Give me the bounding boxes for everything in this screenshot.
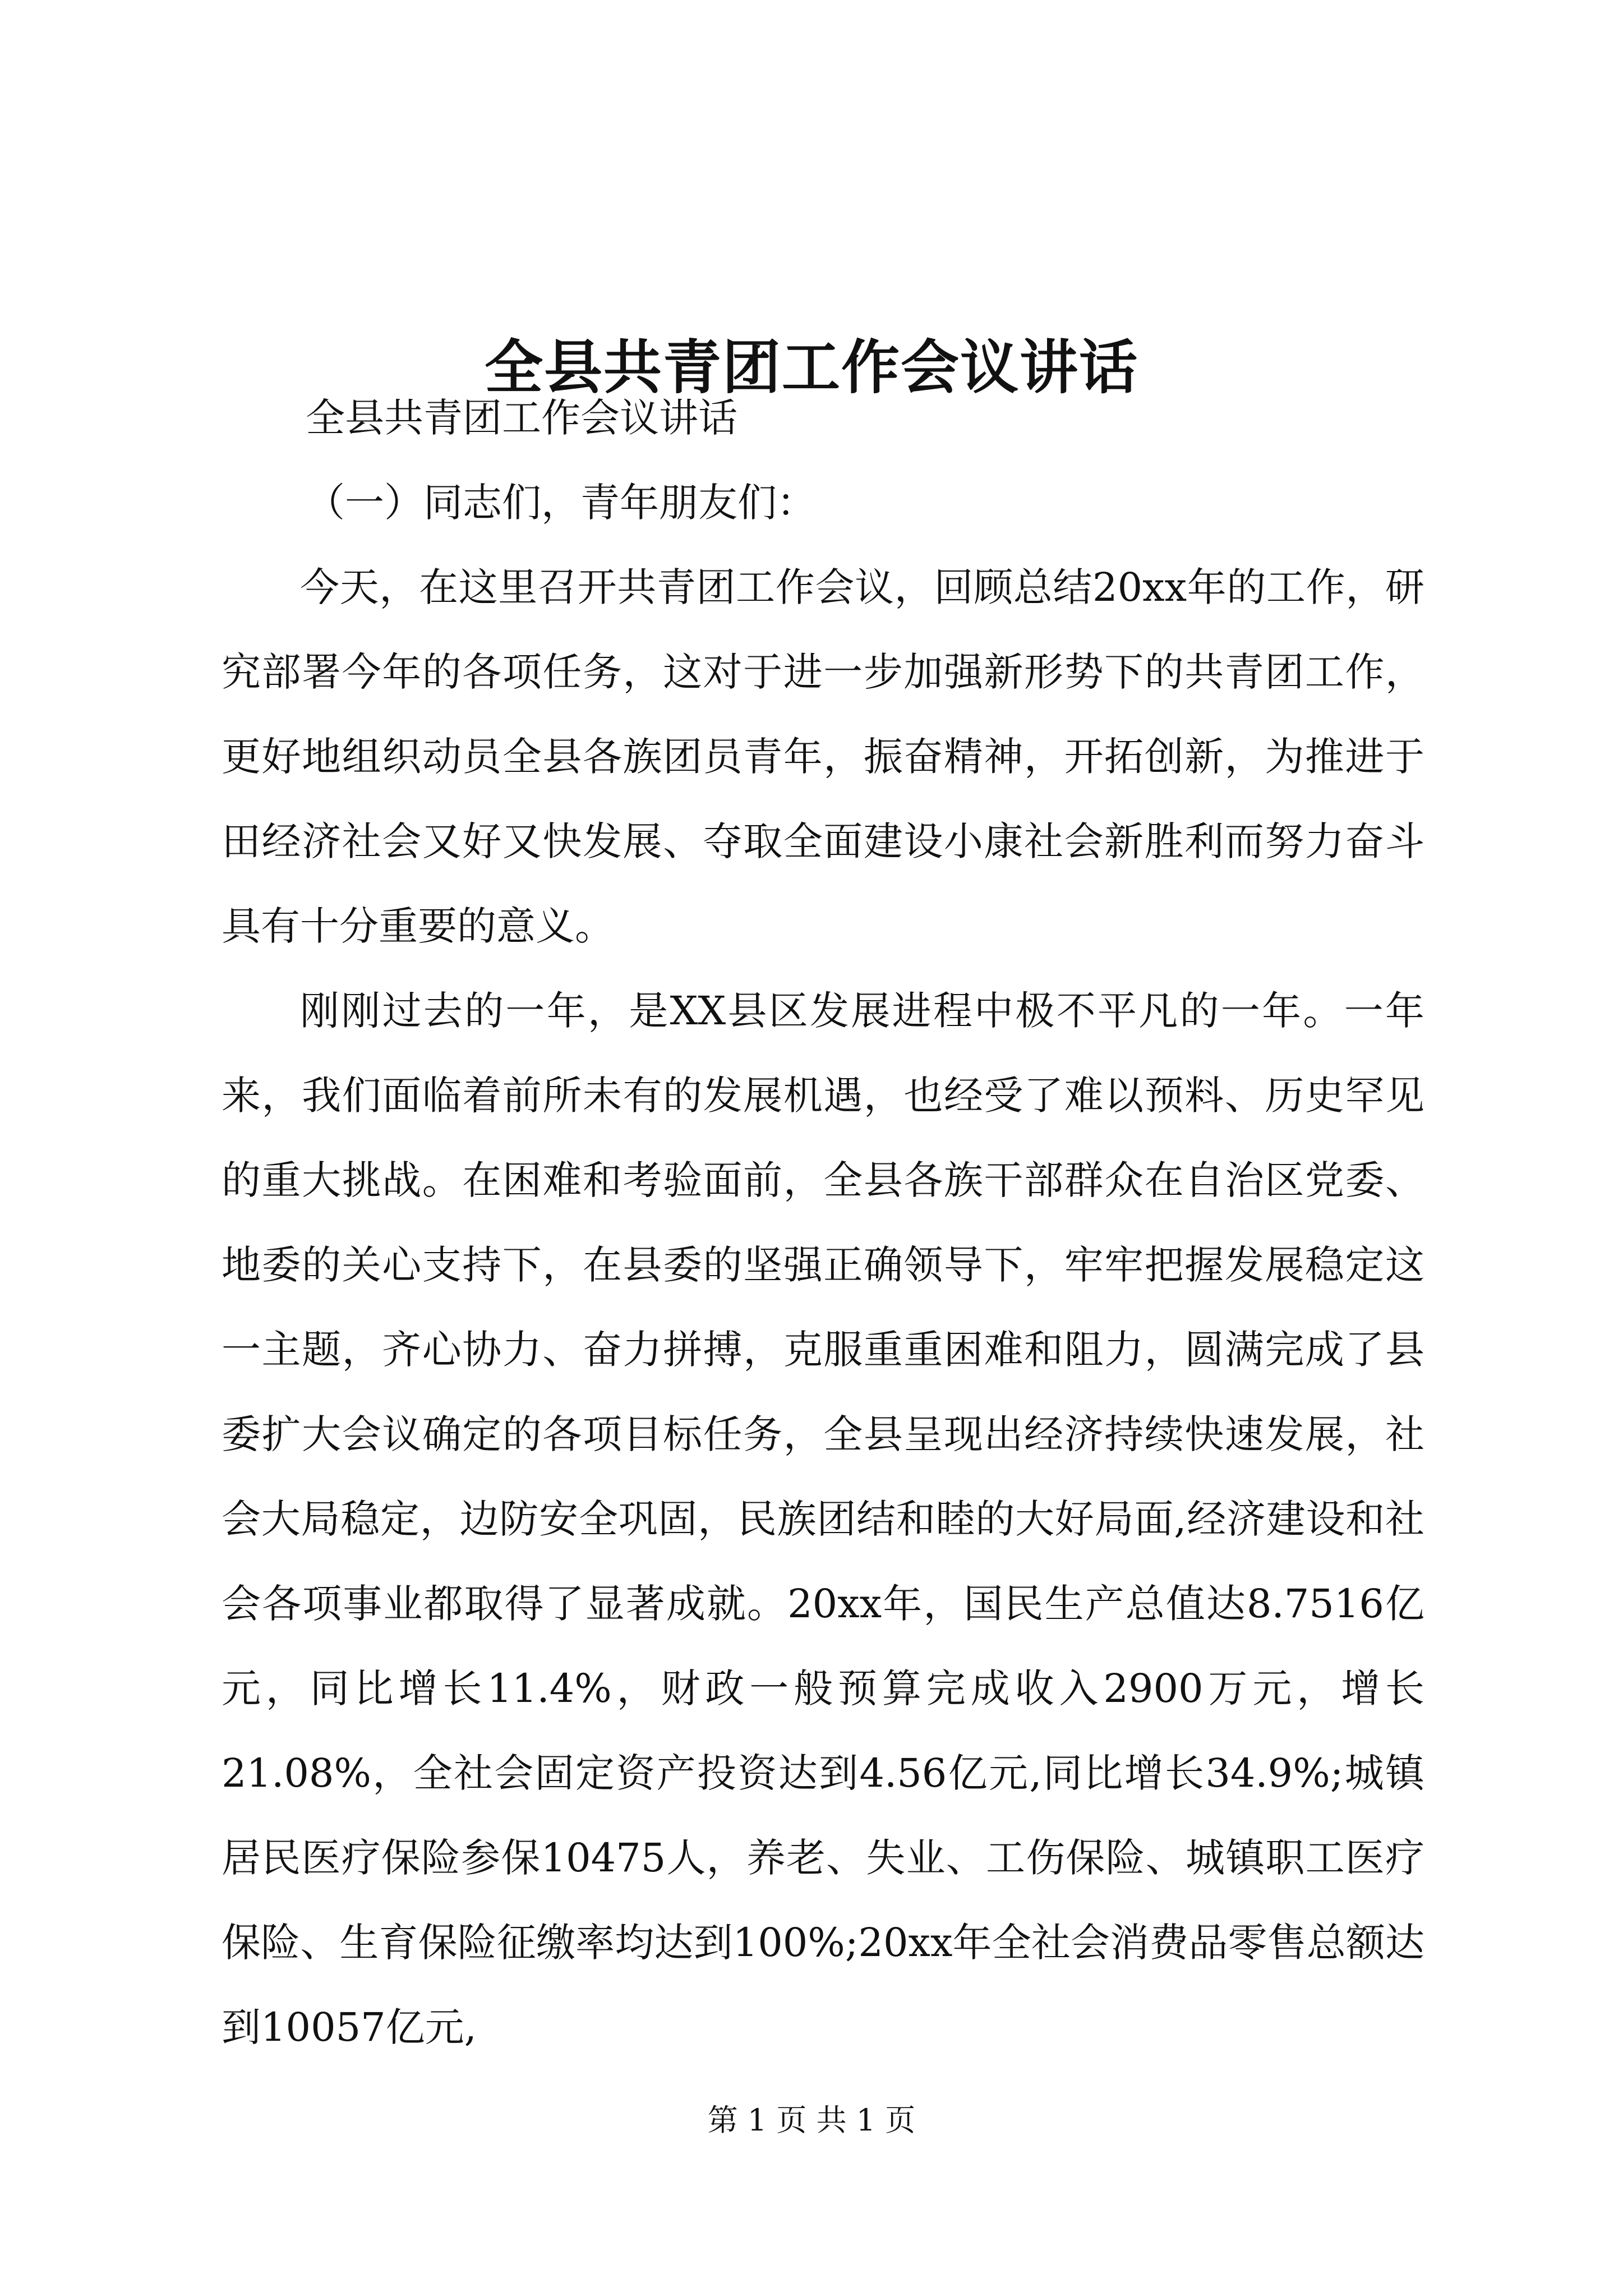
body-paragraph-1: 今天，在这里召开共青团工作会议，回顾总结20xx年的工作，研究部署今年的各项任务，这对于进一步加强新形势下的共青团工作，更好地组织动员全县各族团员青年，振奋精神，开拓创新，为推进于田经济社会又好又快发展、夺取全面建设小康社会新胜利而努力奋斗具有十分重要的意义。 [222,564,1424,949]
salutation-line: （一）同志们，青年朋友们： [306,480,816,526]
page-footer [0,2101,1623,2140]
document-body [222,376,1424,2070]
body-paragraph-2: 刚刚过去的一年，是XX县区发展进程中极不平凡的一年。一年来，我们面临着前所未有的发展机遇，也经受了难以预料、历史罕见的重大挑战。在困难和考验面前，全县各族干部群众在自治区党委、地委的关心支持下，在县委的坚强正确领导下，牢牢把握发展稳定这一主题，齐心协力、奋力拼搏，克服重重困难和阻力，圆满完成了县委扩大会议确定的各项目标任务，全县呈现出经济持续快速发展，社会大局稳定，边防安全巩固，民族团结和睦的大好局面,经济建设和社会各项事业都取得了显著成就。20xx年，国民生产总值达8.7516亿元，同比增长11.4%，财政一般预算完成收入2900万元，增长21.08%，全社会固定资产投资达到4.56亿元,同比增长34.9%;城镇居民医疗保险参保10475人，养老、失业、工伤保险、城镇职工医疗保险、生育保险征缴率均达到100%;20xx年全社会消费品零售总额达到10057亿元, [222,988,1424,2050]
page-number-label: 第 1 页 共 1 页 [707,2102,916,2138]
document-subtitle: 全县共青团工作会议讲话 [306,395,737,441]
document-title: 全县共青团工作会议讲话 [484,332,1138,402]
